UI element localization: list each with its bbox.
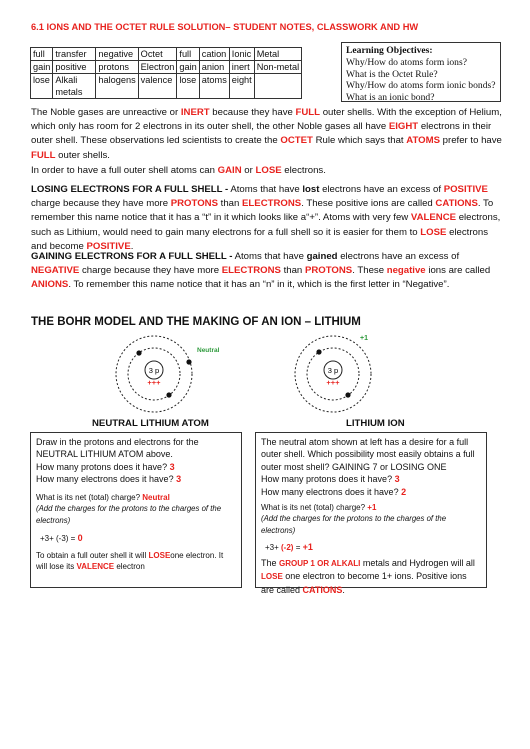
table-cell: valence: [138, 74, 177, 99]
learning-objectives: [341, 42, 501, 102]
objectives-heading: Learning Objectives:: [346, 45, 433, 56]
electron: [136, 350, 141, 355]
table-cell: transfer: [53, 48, 96, 61]
neutral-atom-caption: NEUTRAL LITHIUM ATOM: [92, 418, 209, 429]
box-conclusion: The GROUP 1 OR ALKALI metals and Hydrogen will all LOSE one electron to become 1+ ions. Positive ions are called CATIONS.: [261, 557, 475, 595]
protons-question: How many protons does it have? 3: [261, 474, 400, 485]
box-intro: The neutral atom shown at left has a desire for a full outer shell. Which possibility most easily obtains a full outer most shell? GAINING 7 or LOSING ONE: [261, 437, 475, 472]
table-cell: Metal: [254, 48, 301, 61]
table-cell: halogens: [96, 74, 138, 99]
nucleus-label: 3 p: [327, 366, 339, 375]
noble-gas-paragraph: The Noble gases are unreactive or INERT because they have FULL outer shells. With the exception of Helium, which only has room for 2 electrons in its outer shell, the other Noble gases all have EIGHT electrons in their outer shell. These observations led scientists to create the OCTET Rule which says that ATOMS prefer to have FULL outer shells.: [31, 107, 502, 161]
neutral-label: Neutral: [197, 347, 220, 354]
neutral-atom-worksheet-box: [30, 432, 242, 588]
proton-charges: +++: [326, 378, 340, 387]
table-cell: Ionic: [229, 48, 254, 61]
charge-calculation: +3+ (-2) = +1: [265, 541, 313, 552]
electron: [316, 349, 321, 354]
charge-hint: (Add the charges for the protons to the charges of the electrons): [261, 514, 447, 536]
neutral-lithium-diagram: [100, 332, 230, 422]
table-cell: gain: [177, 61, 199, 74]
lithium-ion-diagram: [280, 332, 390, 422]
table-cell: Non-metal: [254, 61, 301, 74]
vocabulary-table: [30, 47, 302, 99]
protons-question: How many protons does it have? 3: [36, 461, 175, 472]
table-cell: full: [177, 48, 199, 61]
table-row: [31, 61, 302, 74]
table-cell: full: [31, 48, 53, 61]
electron: [186, 359, 191, 364]
objective-item: What is an ionic bond?: [346, 92, 435, 104]
table-row: [31, 74, 302, 99]
objective-item: What is the Octet Rule?: [346, 68, 438, 80]
table-cell: cation: [199, 48, 229, 61]
table-cell: Octet: [138, 48, 177, 61]
box-intro: Draw in the protons and electrons for the NEUTRAL LITHIUM ATOM above.: [36, 437, 199, 460]
table-cell: lose: [177, 74, 199, 99]
charge-question: What is its net (total) charge? Neutral: [36, 492, 170, 502]
table-cell: anion: [199, 61, 229, 74]
objective-item: Why/How do atoms form ionic bonds?: [346, 80, 496, 92]
table-cell: inert: [229, 61, 254, 74]
electron: [345, 392, 350, 397]
table-cell: lose: [31, 74, 53, 99]
charge-question: What is its net (total) charge? +1: [261, 503, 377, 513]
proton-charges: +++: [147, 378, 161, 387]
table-row: [31, 48, 302, 61]
nucleus-label: 3 p: [148, 366, 160, 375]
charge-hint: (Add the charges for the protons to the charges of the electrons): [36, 503, 222, 526]
charge-calculation: +3+ (-3) = 0: [40, 533, 83, 544]
gaining-electrons-paragraph: GAINING ELECTRONS FOR A FULL SHELL - Atoms that have gained electrons have an excess of NEGATIVE charge because they have more ELECTRONS than PROTONS. These negative ions are called ANIONS. To remember this name notice that it has an “n” in it, which is the first letter in “Negative”.: [31, 251, 491, 291]
page-title: 6.1 IONS AND THE OCTET RULE SOLUTION– STUDENT NOTES, CLASSWORK AND HW: [31, 22, 419, 32]
table-cell: protons: [96, 61, 138, 74]
objective-item: Why/How do atoms form ions?: [346, 56, 467, 68]
electron: [166, 392, 171, 397]
bohr-model-heading: THE BOHR MODEL AND THE MAKING OF AN ION – LITHIUM: [31, 316, 361, 328]
table-cell: gain: [31, 61, 53, 74]
table-cell: Electron: [138, 61, 177, 74]
table-cell: Alkali metals: [53, 74, 96, 99]
table-cell: negative: [96, 48, 138, 61]
losing-electrons-paragraph: LOSING ELECTRONS FOR A FULL SHELL - Atoms that have lost electrons have an excess of POSITIVE charge because they have more PROTONS than ELECTRONS. These positive ions are called CATIONS. To remember this name notice that it has a “t” in it which looks like a“+”. Atoms with very few VALENCE electrons, such as Lithium, would need to gain many electrons for a full shell so it is easier for them to LOSE electrons and become POSITIVE.: [31, 184, 501, 252]
table-cell: positive: [53, 61, 96, 74]
ion-charge-label: +1: [360, 335, 368, 342]
table-cell: eight: [229, 74, 254, 99]
lithium-ion-caption: LITHIUM ION: [346, 418, 405, 429]
box-conclusion: To obtain a full outer shell it will LOSEone electron. It will lose its VALENCE electron: [36, 551, 224, 572]
electrons-question: How many electrons does it have? 3: [36, 474, 182, 485]
table-cell: atoms: [199, 74, 229, 99]
table-cell: [254, 74, 301, 99]
electrons-question: How many electrons does it have? 2: [261, 486, 407, 497]
lithium-ion-worksheet-box: [255, 432, 487, 595]
gain-lose-paragraph: In order to have a full outer shell atoms can GAIN or LOSE electrons.: [31, 165, 326, 176]
